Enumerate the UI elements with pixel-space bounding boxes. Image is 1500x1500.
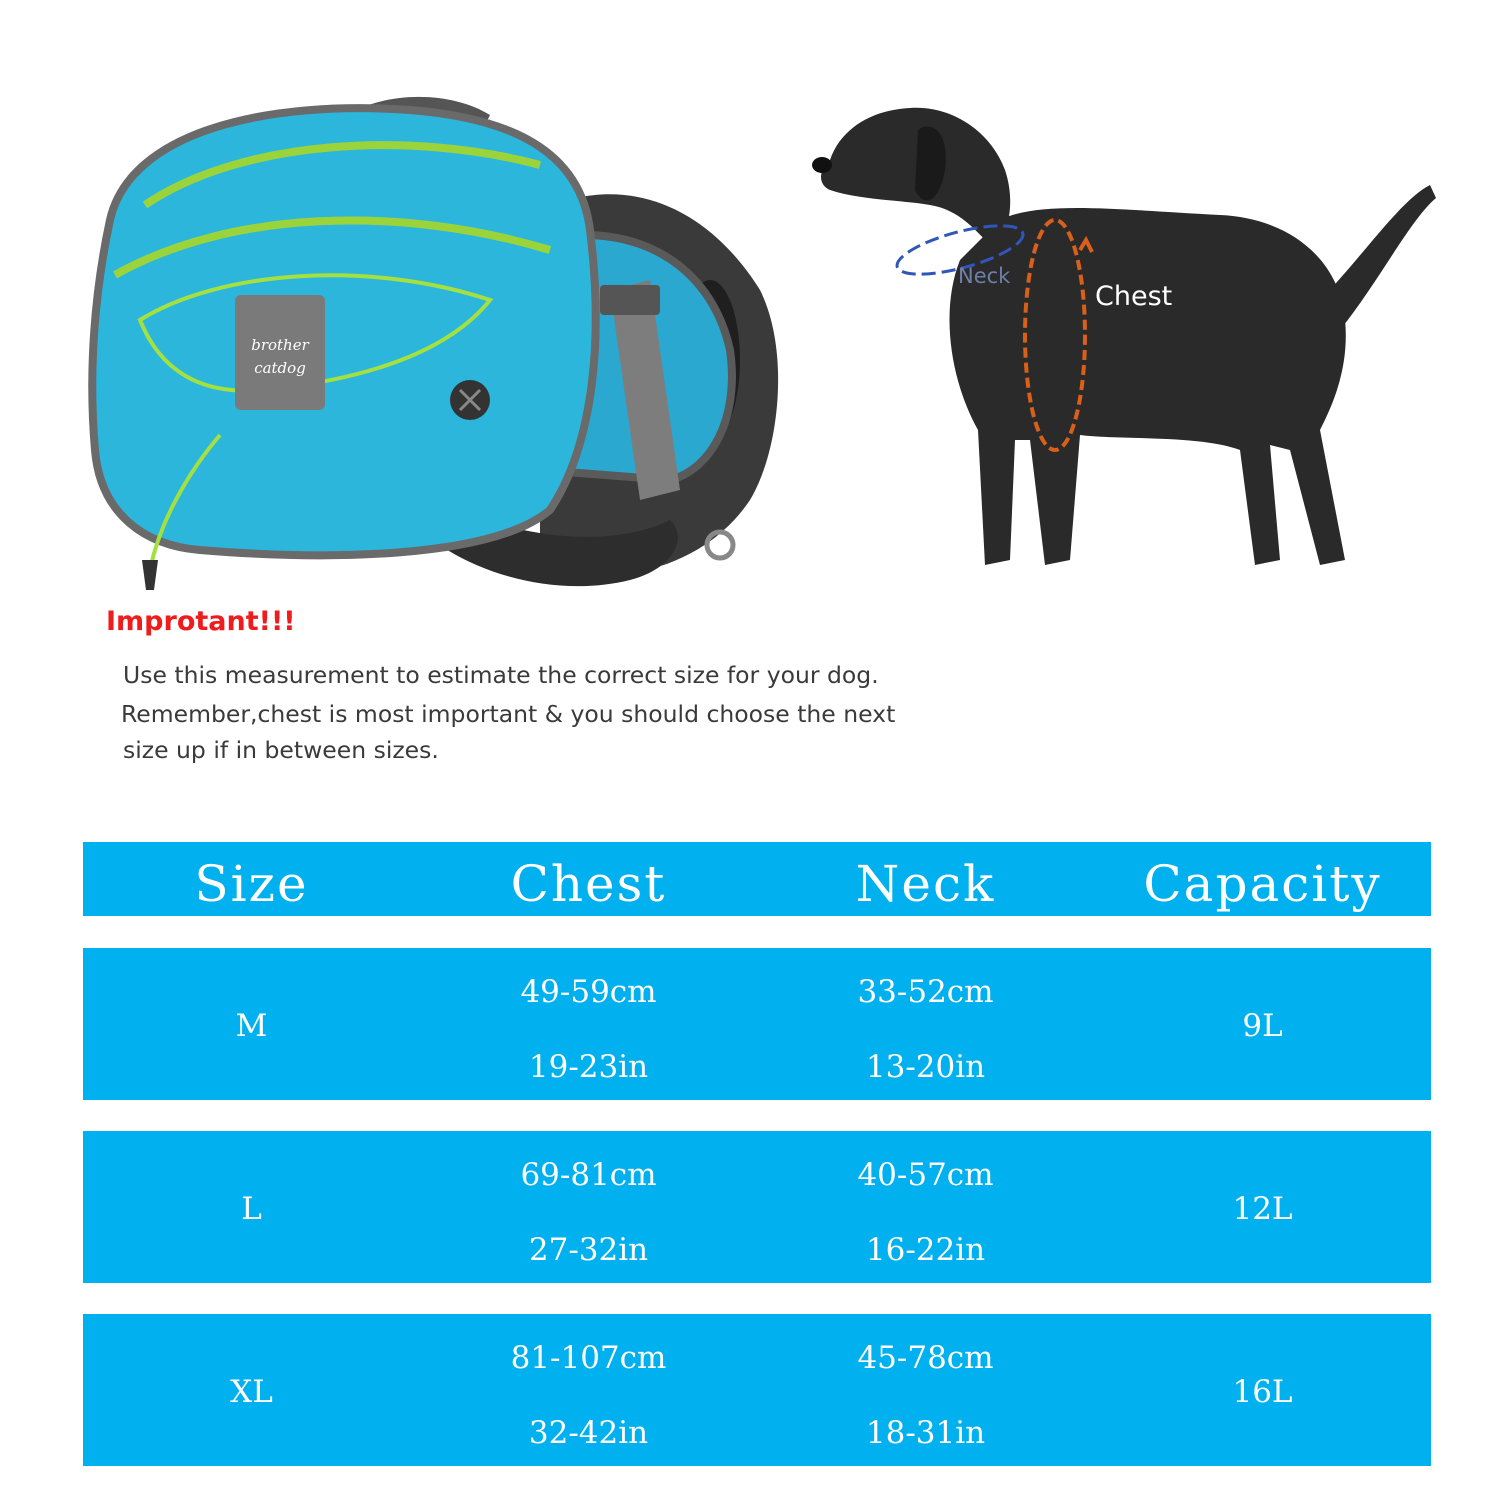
chest-cm-cell: 49-59cm [520,974,657,1010]
header-size: Size [194,855,309,913]
capacity-cell: 16L [1232,1374,1293,1410]
chest-cm-cell: 69-81cm [520,1157,657,1193]
chest-in-cell: 27-32in [528,1232,649,1268]
neck-in-cell: 13-20in [865,1049,986,1085]
size-cell: M [235,1008,268,1044]
brand-line1: brother [251,336,309,354]
header-chest: Chest [510,855,667,913]
header-neck: Neck [855,855,996,913]
neck-cm-cell: 40-57cm [857,1157,994,1193]
table-row [83,1314,1431,1466]
dog-measurement-diagram [800,90,1440,590]
size-cell: XL [230,1374,273,1410]
dog-body [950,208,1346,565]
table-row [83,948,1431,1100]
brand-line2: catdog [254,359,306,377]
size-table-header [83,842,1431,916]
size-cell: L [241,1191,262,1227]
header-capacity: Capacity [1143,855,1382,913]
neck-cm-cell: 33-52cm [857,974,994,1010]
dog-nose [812,157,832,173]
neck-label: Neck [958,264,1011,288]
neck-cm-cell: 45-78cm [857,1340,994,1376]
neck-in-cell: 18-31in [865,1415,986,1451]
backpack-product-image [70,90,790,610]
chest-label: Chest [1095,281,1173,312]
strap-buckle [600,285,660,315]
main-pouch [92,108,595,555]
important-heading: Improtant!!! [106,606,296,637]
capacity-cell: 9L [1242,1008,1283,1044]
d-ring [707,532,733,558]
notice-line-3: size up if in between sizes. [123,736,439,764]
capacity-cell: 12L [1232,1191,1293,1227]
notice-line-2: Remember,chest is most important & you should choose the next [121,700,896,728]
notice-line-1: Use this measurement to estimate the correct size for your dog. [123,661,879,689]
neck-in-cell: 16-22in [865,1232,986,1268]
chest-cm-cell: 81-107cm [510,1340,667,1376]
chest-in-cell: 32-42in [528,1415,649,1451]
cord-stopper [142,560,158,590]
table-row [83,1131,1431,1283]
chest-in-cell: 19-23in [528,1049,649,1085]
